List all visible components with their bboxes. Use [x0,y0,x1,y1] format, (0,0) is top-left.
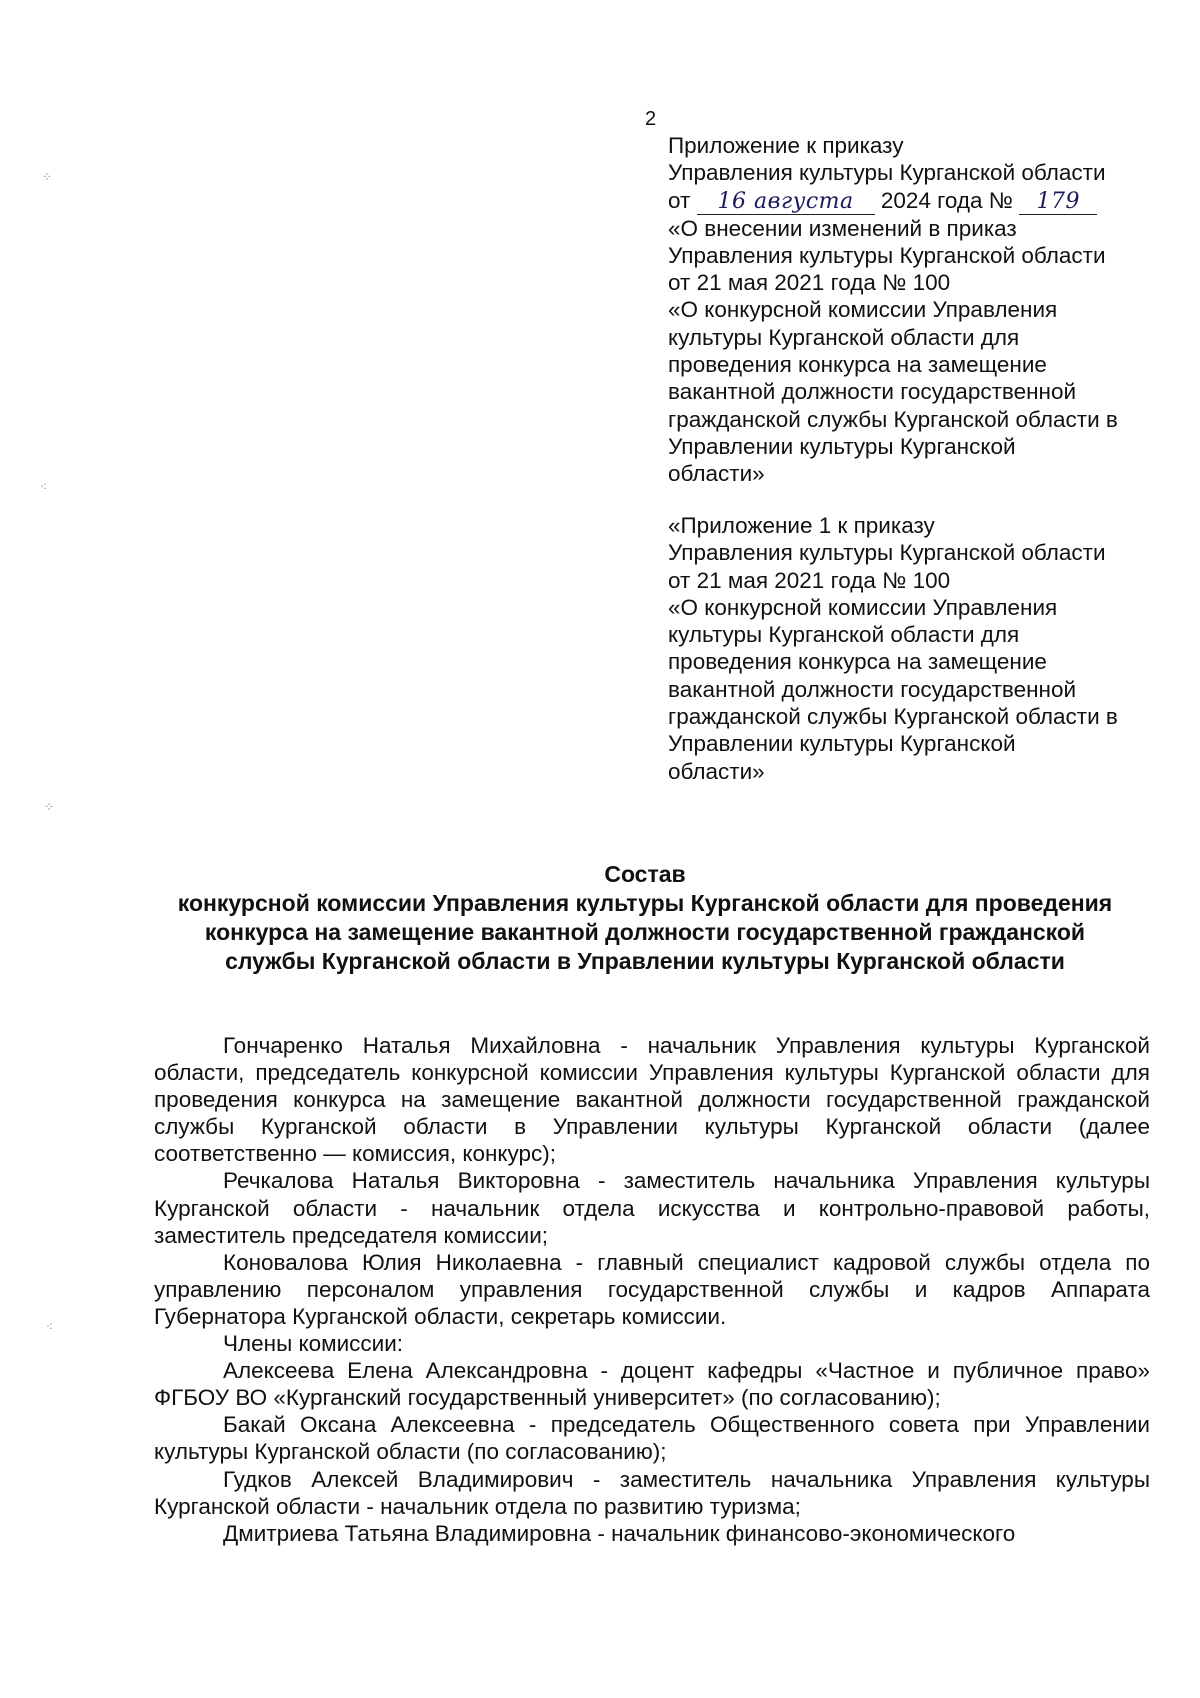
handwritten-date: 16 августа [697,190,875,215]
scan-speck: ⁘ [44,800,55,814]
title-line: конкурсной комиссии Управления культуры Курганской области для проведения [177,890,1113,916]
appendix-line: Управления культуры Курганской области [668,540,1106,566]
appendix-line: «О конкурсной комиссии Управления [668,297,1058,323]
appendix-line: Приложение к приказу [668,133,904,158]
date-prefix: от [668,187,691,213]
appendix-line: «О внесении изменений в приказ [668,215,1017,241]
appendix-line: культуры Курганской области для [668,324,1020,350]
appendix-line: области» [668,758,765,784]
member-paragraph: Речкалова Наталья Викторовна - заместитель начальника Управления культуры Курганской области - начальник отдела искусства и контрольно-правовой работы, заместитель председателя комиссии; [154,1168,1150,1248]
member-paragraph: Бакай Оксана Алексеевна - председатель Общественного совета при Управлении культуры Курганской области (по согласованию); [154,1412,1150,1465]
title-heading: Состав [604,861,686,887]
member-paragraph: Гудков Алексей Владимирович - заместитель начальника Управления культуры Курганской области - начальник отдела по развитию туризма; [154,1466,1150,1519]
title-line: службы Курганской области в Управлении культуры Курганской области [225,948,1065,974]
member-paragraph-partial: Дмитриева Татьяна Владимировна - начальник финансово-экономического [223,1520,1016,1546]
members-heading: Члены комиссии: [223,1331,404,1357]
page-number: 2 [645,108,657,130]
appendix-line: «О конкурсной комиссии Управления [668,594,1058,620]
scan-speck: ⁖ [46,1320,54,1334]
member-paragraph: Коновалова Юлия Николаевна - главный специалист кадровой службы отдела по управлению персоналом управления государственной службы и кадров Аппарата Губернатора Курганской области, секретарь комиссии. [154,1249,1150,1329]
appendix-header-original [668,512,1168,785]
appendix-line: области» [668,461,765,487]
document-title [150,860,1140,976]
appendix-line: Управлении культуры Курганской [668,731,1016,757]
handwritten-order-number: 179 [1019,190,1097,215]
appendix-line: гражданской службы Курганской области в [668,406,1118,432]
appendix-line: культуры Курганской области для [668,622,1020,648]
appendix-line: проведения конкурса на замещение [668,352,1047,378]
appendix-header-amendment [668,132,1168,488]
appendix-line: гражданской службы Курганской области в [668,704,1118,730]
appendix-date-line [668,187,1168,215]
year-text: 2024 года № [880,187,1013,213]
appendix-line: проведения конкурса на замещение [668,649,1047,675]
scan-speck: ⁖ [40,480,48,494]
appendix-line: Управления культуры Курганской области [668,242,1106,268]
appendix-line: «Приложение 1 к приказу [668,513,935,538]
appendix-line: от 21 мая 2021 года № 100 [668,270,951,296]
appendix-line: вакантной должности государственной [668,676,1077,702]
appendix-line: Управлении культуры Курганской [668,433,1016,459]
appendix-line: от 21 мая 2021 года № 100 [668,567,951,593]
title-line: конкурса на замещение вакантной должности государственной гражданской [204,919,1086,945]
commission-members-list [154,1032,1150,1547]
appendix-line: вакантной должности государственной [668,379,1077,405]
appendix-line: Управления культуры Курганской области [668,160,1106,186]
scan-speck: ⁘ [42,170,53,184]
member-paragraph: Алексеева Елена Александровна - доцент кафедры «Частное и публичное право» ФГБОУ ВО «Курганский государственный университет» (по согласованию); [154,1358,1150,1411]
member-paragraph: Гончаренко Наталья Михайловна - начальник Управления культуры Курганской области, председатель конкурсной комиссии Управления культуры Курганской области для проведения конкурса на замещение вакантной должности государственной гражданской службы Курганской области в Управлении культуры Курганской области (далее соответственно — комиссия, конкурс); [154,1033,1150,1167]
